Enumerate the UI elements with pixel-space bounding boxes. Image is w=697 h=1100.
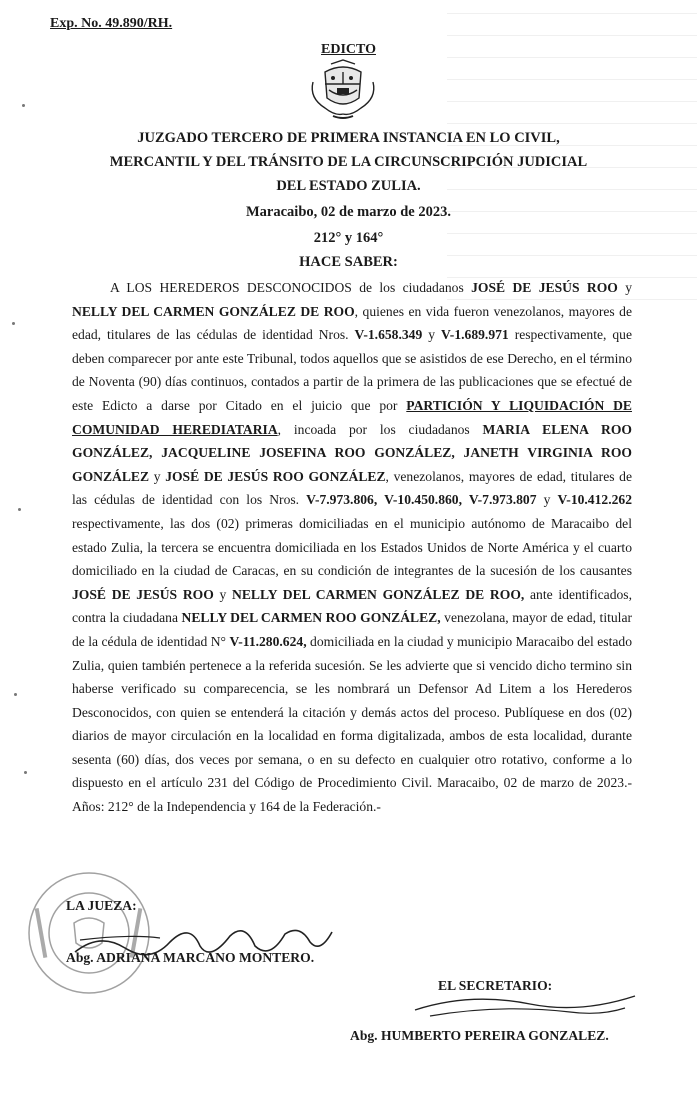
edict-years: 212° y 164° (313, 230, 384, 246)
coat-of-arms-icon (303, 58, 383, 122)
scan-speck (22, 104, 25, 107)
secretary-title: EL SECRETARIO: (438, 978, 553, 993)
court-name-line-1: JUZGADO TERCERO DE PRIMERA INSTANCIA EN LO CIVIL, (137, 130, 560, 146)
secretary-signature-icon (410, 990, 640, 1030)
plaintiff-names: MARIA ELENA ROO GONZÁLEZ, JACQUELINE JOSEFINA ROO GONZÁLEZ, JANETH VIRGINIA ROO GONZÁLEZ (72, 421, 633, 484)
edict-date: Maracaibo, 02 de marzo de 2023. (246, 204, 451, 220)
judge-name: Abg. ADRIANA MARCANO MONTERO. (66, 950, 315, 965)
heir-id-1: V-1.658.349 (354, 327, 423, 343)
heir-name-2: NELLY DEL CARMEN GONZÁLEZ DE ROO (72, 303, 355, 319)
defendant-id: V-11.280.624, (229, 633, 307, 649)
heir-id-2: V-1.689.971 (441, 327, 509, 343)
plaintiff-ids: V-7.973.806, V-10.450.860, V-7.973.807 (306, 492, 537, 508)
edict-body (72, 276, 632, 819)
plaintiff-name-4: JOSÉ DE JESÚS ROO GONZÁLEZ (165, 468, 386, 484)
case-type: PARTICIÓN Y LIQUIDACIÓN DE COMUNIDAD HEREDIATARIA (72, 397, 632, 437)
court-name-line-2: MERCANTIL Y DEL TRÁNSITO DE LA CIRCUNSCRIPCIÓN JUDICIAL (109, 154, 588, 170)
scan-speck (12, 322, 15, 325)
secretary-name: Abg. HUMBERTO PEREIRA GONZALEZ. (350, 1028, 609, 1043)
causante-name-2: NELLY DEL CARMEN GONZÁLEZ DE ROO, (232, 586, 525, 602)
causante-name-1: JOSÉ DE JESÚS ROO (72, 586, 214, 602)
document-title: EDICTO (321, 42, 376, 57)
hace-saber-heading: HACE SABER: (299, 254, 398, 270)
scan-speck (18, 508, 21, 511)
heir-name-1: JOSÉ DE JESÚS ROO (471, 280, 618, 295)
defendant-name: NELLY DEL CARMEN ROO GONZÁLEZ, (181, 610, 441, 626)
edict-paragraph: A LOS HEREDEROS DESCONOCIDOS de los ciudadanos JOSÉ DE JESÚS ROO y NELLY DEL CARMEN GONZÁLEZ DE ROO, quienes en vida fueron venezolanos, mayores de edad, titulares de las cédulas de identidad Nros. V-1.658.349 y V-1.689.971 respectivamente, que deben comparecer por ante este Tribunal, todos aquellos que se asistidos de ese Derecho, en el término de Noventa (90) días continuos, contados a partir de la primera de las publicaciones que se efectué de este Edicto a darse por Citado en el juicio que por PARTICIÓN Y LIQUIDACIÓN DE COMUNIDAD HEREDIATARIA, incoada por los ciudadanos MARIA ELENA ROO GONZÁLEZ, JACQUELINE JOSEFINA ROO GONZÁLEZ, JANETH VIRGINIA ROO GONZÁLEZ y JOSÉ DE JESÚS ROO GONZÁLEZ, venezolanos, mayores de edad, titulares de las cédulas de identidad con los Nros. V-7.973.806, V-10.450.860, V-7.973.807 y V-10.412.262 respectivamente, las dos (02) primeras domiciliadas en el municipio autónomo de Maracaibo del estado Zulia, la tercera se encuentra domiciliada en los Estados Unidos de Norte América y el cuarto domiciliado en la ciudad de Caracas, en su condición de integrantes de la sucesión de los causantes JOSÉ DE JESÚS ROO y NELLY DEL CARMEN GONZÁLEZ DE ROO, ante identificados, contra la ciudadana NELLY DEL CARMEN ROO GONZÁLEZ, venezolana, mayor de edad, titular de la cédula de identidad N° V-11.280.624, domiciliada en la ciudad y municipio Maracaibo del estado Zulia, quien también pertenece a la referida sucesión. Se les advierte que si vencido dicho termino sin haberse verificado su comparecencia, se les nombrará un Defensor Ad Litem a los Herederos Desconocidos, con quien se entenderá la citación y demás actos del proceso. Publíquese en dos (02) diarios de mayor circulación en la localidad en forma digitalizada, ambos de esta localidad, durante sesenta (60) días, dos veces por semana, o en su defecto en cualquier otro rotativo, conforme a lo dispuesto en el artículo 231 del Código de Procedimiento Civil. Maracaibo, 02 de marzo de 2023.-Años: 212° de la Independencia y 164 de la Federación.- (72, 280, 633, 815)
court-name-line-3: DEL ESTADO ZULIA. (276, 178, 421, 194)
expediente-number: Exp. No. 49.890/RH. (50, 16, 173, 31)
scan-speck (24, 771, 27, 774)
scan-speck (14, 693, 17, 696)
judge-title: LA JUEZA: (66, 898, 137, 913)
plaintiff-id-4: V-10.412.262 (557, 492, 632, 508)
